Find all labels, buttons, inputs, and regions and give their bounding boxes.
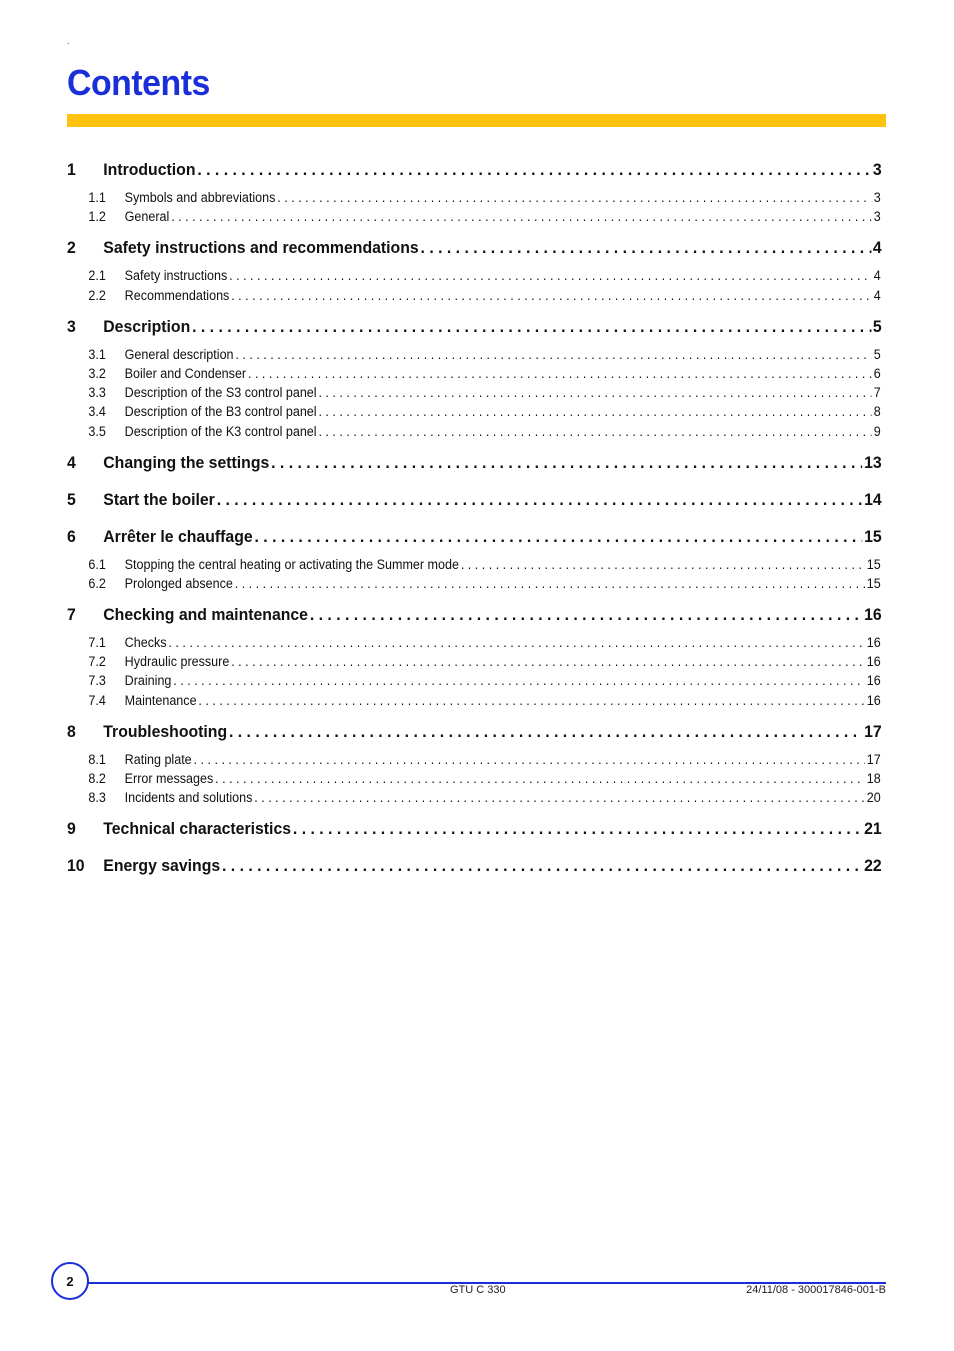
toc-subsection-entry[interactable] xyxy=(67,345,881,364)
toc-section xyxy=(67,717,882,808)
chapter-title: Changing the settings xyxy=(103,452,270,472)
chapter-title: Technical characteristics xyxy=(103,819,292,839)
dot-leader xyxy=(231,286,872,305)
chapter-page: 14 xyxy=(864,489,882,509)
toc-section xyxy=(67,155,882,226)
chapter-number: 2 xyxy=(67,238,76,258)
toc-subsection-entry[interactable] xyxy=(67,286,881,305)
subsection-number: 8.2 xyxy=(88,771,106,786)
chapter-page: 17 xyxy=(864,721,882,741)
toc-subsection-entry[interactable] xyxy=(67,555,881,574)
toc-subsection-list xyxy=(67,633,882,710)
toc-chapter-entry[interactable] xyxy=(67,717,882,747)
footer-reference: 24/11/08 - 300017846-001-B xyxy=(746,1284,886,1296)
dot-leader xyxy=(318,402,871,421)
subsection-number: 7.2 xyxy=(88,654,106,670)
toc-section xyxy=(67,485,882,515)
subsection-page: 4 xyxy=(873,268,881,284)
subsection-number: 8.3 xyxy=(88,790,106,806)
page-number-badge xyxy=(51,1262,89,1300)
subsection-number: 3.2 xyxy=(88,365,106,381)
chapter-title: Checking and maintenance xyxy=(103,605,308,625)
toc-subsection-list xyxy=(67,750,882,808)
subsection-page: 15 xyxy=(866,575,881,591)
toc-chapter-entry[interactable] xyxy=(67,448,882,478)
chapter-title: Description xyxy=(103,316,191,336)
chapter-number: 7 xyxy=(67,605,76,625)
toc-subsection-entry[interactable] xyxy=(67,422,881,441)
toc-subsection-list xyxy=(67,345,882,441)
toc-subsection-entry[interactable] xyxy=(67,402,881,421)
subsection-page: 7 xyxy=(873,385,881,401)
page-title: Contents xyxy=(67,62,210,103)
subsection-title: Symbols and abbreviations xyxy=(124,190,276,205)
dot-leader xyxy=(461,555,865,574)
chapter-page: 16 xyxy=(864,605,882,625)
chapter-title: Energy savings xyxy=(103,856,221,876)
subsection-title: Rating plate xyxy=(124,751,192,767)
subsection-page: 3 xyxy=(873,190,881,205)
subsection-number: 3.1 xyxy=(88,346,106,362)
dot-leader xyxy=(192,312,871,342)
toc-subsection-entry[interactable] xyxy=(67,671,881,690)
corner-mark: . xyxy=(67,36,70,46)
toc-chapter-entry[interactable] xyxy=(67,155,882,185)
subsection-page: 4 xyxy=(873,287,881,303)
toc-subsection-entry[interactable] xyxy=(67,633,881,652)
dot-leader xyxy=(217,485,863,515)
chapter-title: Troubleshooting xyxy=(103,721,228,741)
toc-section xyxy=(67,522,882,593)
chapter-number: 6 xyxy=(67,526,76,546)
subsection-number: 6.1 xyxy=(88,556,106,572)
chapter-title: Arrêter le chauffage xyxy=(103,526,253,546)
chapter-number: 5 xyxy=(67,489,76,509)
toc-subsection-entry[interactable] xyxy=(67,788,881,807)
dot-leader xyxy=(198,691,864,710)
toc-subsection-entry[interactable] xyxy=(67,383,881,402)
subsection-title: Prolonged absence xyxy=(124,575,233,591)
subsection-page: 20 xyxy=(866,790,881,806)
toc-subsection-entry[interactable] xyxy=(67,188,881,207)
toc-subsection-entry[interactable] xyxy=(67,691,881,710)
chapter-page: 5 xyxy=(872,316,882,336)
subsection-number: 2.1 xyxy=(88,268,106,284)
subsection-number: 3.5 xyxy=(88,423,106,439)
subsection-page: 16 xyxy=(866,673,881,689)
subsection-number: 6.2 xyxy=(88,575,106,591)
dot-leader xyxy=(173,671,865,690)
dot-leader xyxy=(235,574,865,593)
title-accent-bar xyxy=(67,114,886,127)
toc-chapter-entry[interactable] xyxy=(67,485,882,515)
dot-leader xyxy=(248,364,872,383)
chapter-page: 15 xyxy=(864,526,882,546)
toc-section xyxy=(67,851,882,881)
chapter-title: Introduction xyxy=(103,160,196,179)
subsection-title: General description xyxy=(124,346,234,362)
subsection-page: 16 xyxy=(866,692,881,708)
toc-subsection-entry[interactable] xyxy=(67,652,881,671)
chapter-page: 4 xyxy=(872,238,882,258)
subsection-number: 8.1 xyxy=(88,751,106,767)
toc-section xyxy=(67,814,882,844)
subsection-number: 7.4 xyxy=(88,692,106,708)
subsection-title: Description of the K3 control panel xyxy=(124,423,317,439)
toc-chapter-entry[interactable] xyxy=(67,851,882,881)
chapter-title: Safety instructions and recommendations xyxy=(103,238,419,258)
dot-leader xyxy=(222,851,862,881)
subsection-title: General xyxy=(124,209,170,225)
dot-leader xyxy=(215,769,865,788)
toc-subsection-entry[interactable] xyxy=(67,574,881,593)
toc-section xyxy=(67,312,882,441)
subsection-title: Description of the S3 control panel xyxy=(124,385,317,401)
dot-leader xyxy=(235,345,871,364)
dot-leader xyxy=(231,652,865,671)
subsection-title: Incidents and solutions xyxy=(124,790,253,806)
subsection-title: Recommendations xyxy=(124,287,230,303)
toc-subsection-entry[interactable] xyxy=(67,364,881,383)
dot-leader xyxy=(310,600,862,630)
dot-leader xyxy=(271,448,862,478)
toc-subsection-entry[interactable] xyxy=(67,769,881,788)
subsection-title: Maintenance xyxy=(124,692,197,708)
subsection-page: 5 xyxy=(873,346,881,362)
toc-subsection-entry[interactable] xyxy=(67,750,881,769)
subsection-number: 2.2 xyxy=(88,287,106,303)
chapter-page: 3 xyxy=(872,160,882,179)
toc-subsection-entry[interactable] xyxy=(67,207,881,226)
dot-leader xyxy=(277,188,872,207)
subsection-title: Description of the B3 control panel xyxy=(124,404,317,420)
chapter-number: 1 xyxy=(67,160,76,179)
dot-leader xyxy=(229,717,862,747)
subsection-page: 6 xyxy=(873,365,881,381)
dot-leader xyxy=(318,383,871,402)
toc-subsection-list xyxy=(67,266,882,304)
toc-section xyxy=(67,600,882,710)
chapter-number: 8 xyxy=(67,721,76,741)
subsection-page: 3 xyxy=(873,209,881,225)
dot-leader xyxy=(318,422,871,441)
chapter-title: Start the boiler xyxy=(103,489,215,509)
subsection-number: 7.1 xyxy=(88,635,106,651)
subsection-number: 1.2 xyxy=(88,209,106,225)
subsection-page: 18 xyxy=(866,771,881,786)
dot-leader xyxy=(197,155,871,185)
toc-subsection-entry[interactable] xyxy=(67,266,881,285)
subsection-title: Error messages xyxy=(124,771,214,786)
dot-leader xyxy=(421,233,871,263)
dot-leader xyxy=(168,633,865,652)
subsection-title: Hydraulic pressure xyxy=(124,654,230,670)
chapter-page: 21 xyxy=(864,819,882,839)
dot-leader xyxy=(293,814,862,844)
subsection-page: 15 xyxy=(866,556,881,572)
subsection-page: 17 xyxy=(866,751,881,767)
page-number: 2 xyxy=(66,1273,74,1289)
toc-section xyxy=(67,448,882,478)
dot-leader xyxy=(229,266,872,285)
dot-leader xyxy=(255,522,863,552)
dot-leader xyxy=(171,207,872,226)
chapter-number: 9 xyxy=(67,819,76,839)
toc-chapter-entry[interactable] xyxy=(67,814,882,844)
toc-subsection-list xyxy=(67,555,882,593)
subsection-number: 3.4 xyxy=(88,404,106,420)
subsection-page: 16 xyxy=(866,635,881,651)
subsection-number: 1.1 xyxy=(88,190,106,205)
toc-subsection-list xyxy=(67,188,882,226)
table-of-contents xyxy=(67,148,882,881)
toc-chapter-entry[interactable] xyxy=(67,312,882,342)
subsection-number: 3.3 xyxy=(88,385,106,401)
subsection-page: 8 xyxy=(873,404,881,420)
subsection-title: Checks xyxy=(124,635,167,651)
subsection-page: 16 xyxy=(866,654,881,670)
toc-chapter-entry[interactable] xyxy=(67,600,882,630)
chapter-number: 3 xyxy=(67,316,76,336)
subsection-title: Boiler and Condenser xyxy=(124,365,247,381)
subsection-page: 9 xyxy=(873,423,881,439)
toc-chapter-entry[interactable] xyxy=(67,233,882,263)
chapter-number: 10 xyxy=(67,856,85,876)
subsection-title: Draining xyxy=(124,673,172,689)
subsection-title: Stopping the central heating or activating the Summer mode xyxy=(124,556,459,572)
chapter-page: 13 xyxy=(864,452,882,472)
toc-chapter-entry[interactable] xyxy=(67,522,882,552)
subsection-title: Safety instructions xyxy=(124,268,228,284)
footer-model: GTU C 330 xyxy=(450,1284,506,1296)
toc-section xyxy=(67,233,882,304)
chapter-number: 4 xyxy=(67,452,76,472)
dot-leader xyxy=(194,750,865,769)
chapter-page: 22 xyxy=(864,856,882,876)
dot-leader xyxy=(254,788,865,807)
subsection-number: 7.3 xyxy=(88,673,106,689)
